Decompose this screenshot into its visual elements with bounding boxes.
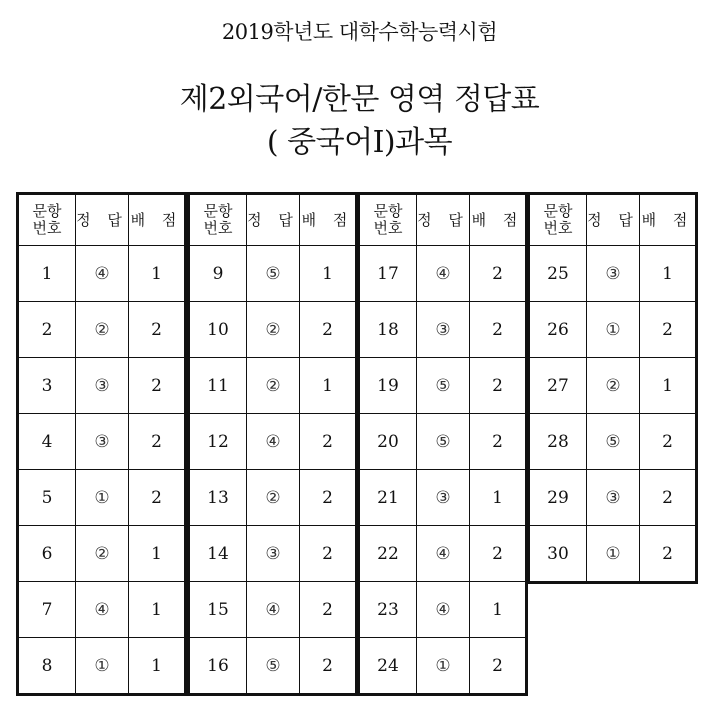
correct-answer: ①: [587, 526, 640, 583]
question-number: 6: [18, 526, 76, 582]
correct-answer: ⑤: [587, 414, 640, 470]
points-value: 2: [470, 246, 527, 302]
table-row: [189, 246, 357, 302]
exam-year-title: 2019학년도 대학수학능력시험: [221, 20, 498, 44]
header-number-line1: 문항: [373, 202, 403, 220]
table-row: [529, 246, 697, 302]
question-number: 5: [18, 470, 76, 526]
points-value: 2: [129, 302, 186, 358]
question-number: 13: [189, 470, 247, 526]
points-value: 2: [300, 414, 357, 470]
correct-answer: ④: [417, 582, 470, 638]
question-number: 16: [189, 638, 247, 695]
correct-answer: ②: [247, 358, 300, 414]
table-row: [359, 638, 527, 695]
points-value: 1: [129, 246, 186, 302]
header-question-number: [18, 194, 76, 246]
correct-answer: ②: [587, 358, 640, 414]
table-row: [529, 414, 697, 470]
question-number: 27: [529, 358, 587, 414]
correct-answer: ⑤: [417, 414, 470, 470]
table-row: [189, 526, 357, 582]
points-value: 2: [300, 638, 357, 695]
table-row: [18, 582, 186, 638]
question-number: 17: [359, 246, 417, 302]
section-title: 제2외국어/한문 영역 정답표: [179, 82, 540, 117]
correct-answer: ④: [76, 582, 129, 638]
correct-answer: ①: [76, 638, 129, 695]
question-number: 25: [529, 246, 587, 302]
points-value: 2: [300, 302, 357, 358]
points-value: 2: [470, 638, 527, 695]
points-value: 2: [470, 358, 527, 414]
question-number: 30: [529, 526, 587, 583]
correct-answer: ③: [247, 526, 300, 582]
table-row: [189, 358, 357, 414]
answer-block-4: [527, 192, 698, 584]
header-number-line2: 번호: [203, 219, 233, 237]
correct-answer: ③: [76, 414, 129, 470]
table-row: [18, 526, 186, 582]
correct-answer: ④: [417, 246, 470, 302]
correct-answer: ③: [417, 302, 470, 358]
points-value: 1: [129, 638, 186, 695]
table-row: [189, 470, 357, 526]
table-row: [18, 414, 186, 470]
question-number: 8: [18, 638, 76, 695]
header-question-number: [359, 194, 417, 246]
correct-answer: ②: [247, 470, 300, 526]
points-value: 1: [300, 358, 357, 414]
table-row: [189, 582, 357, 638]
header-points: 배 점: [300, 194, 357, 246]
question-number: 23: [359, 582, 417, 638]
table-row: [359, 358, 527, 414]
correct-answer: ②: [76, 302, 129, 358]
points-value: 2: [129, 414, 186, 470]
points-value: 2: [300, 526, 357, 582]
answer-block-3: [357, 192, 528, 696]
subject-title: ( 중국어Ⅰ)과목: [266, 125, 453, 160]
header-answer: 정 답: [417, 194, 470, 246]
points-value: 1: [129, 526, 186, 582]
table-row: [359, 246, 527, 302]
header-question-number: [189, 194, 247, 246]
header-number-line1: 문항: [32, 202, 62, 220]
table-row: [18, 302, 186, 358]
correct-answer: ⑤: [417, 358, 470, 414]
question-number: 18: [359, 302, 417, 358]
correct-answer: ①: [76, 470, 129, 526]
correct-answer: ⑤: [247, 638, 300, 695]
table-row: [529, 358, 697, 414]
answer-block-2: [187, 192, 358, 696]
question-number: 26: [529, 302, 587, 358]
points-value: 2: [470, 526, 527, 582]
question-number: 29: [529, 470, 587, 526]
header-number-line2: 번호: [543, 219, 573, 237]
correct-answer: ①: [587, 302, 640, 358]
points-value: 1: [640, 246, 697, 302]
table-row: [18, 246, 186, 302]
question-number: 4: [18, 414, 76, 470]
question-number: 15: [189, 582, 247, 638]
header-answer: 정 답: [76, 194, 129, 246]
points-value: 2: [470, 414, 527, 470]
correct-answer: ④: [247, 582, 300, 638]
correct-answer: ③: [417, 470, 470, 526]
table-row: [529, 526, 697, 583]
header-answer: 정 답: [587, 194, 640, 246]
answer-block-1: [16, 192, 187, 696]
question-number: 21: [359, 470, 417, 526]
question-number: 7: [18, 582, 76, 638]
header-row: [529, 194, 697, 246]
header-row: [359, 194, 527, 246]
correct-answer: ③: [587, 246, 640, 302]
correct-answer: ⑤: [247, 246, 300, 302]
header-row: [18, 194, 186, 246]
header-number-line2: 번호: [373, 219, 403, 237]
points-value: 2: [640, 414, 697, 470]
points-value: 2: [129, 470, 186, 526]
header-number-line1: 문항: [203, 202, 233, 220]
points-value: 2: [300, 582, 357, 638]
table-row: [189, 302, 357, 358]
question-number: 1: [18, 246, 76, 302]
question-number: 22: [359, 526, 417, 582]
correct-answer: ②: [247, 302, 300, 358]
points-value: 1: [470, 470, 527, 526]
points-value: 1: [470, 582, 527, 638]
header-question-number: [529, 194, 587, 246]
question-number: 20: [359, 414, 417, 470]
question-number: 14: [189, 526, 247, 582]
question-number: 19: [359, 358, 417, 414]
correct-answer: ④: [417, 526, 470, 582]
table-row: [18, 638, 186, 695]
table-row: [359, 414, 527, 470]
points-value: 2: [300, 470, 357, 526]
question-number: 10: [189, 302, 247, 358]
question-number: 12: [189, 414, 247, 470]
points-value: 2: [129, 358, 186, 414]
table-row: [189, 414, 357, 470]
question-number: 9: [189, 246, 247, 302]
correct-answer: ①: [417, 638, 470, 695]
header-row: [189, 194, 357, 246]
question-number: 2: [18, 302, 76, 358]
table-row: [18, 470, 186, 526]
table-row: [189, 638, 357, 695]
header-answer: 정 답: [247, 194, 300, 246]
correct-answer: ④: [247, 414, 300, 470]
header-number-line1: 문항: [543, 202, 573, 220]
table-row: [18, 358, 186, 414]
table-row: [359, 302, 527, 358]
header-points: 배 점: [470, 194, 527, 246]
correct-answer: ④: [76, 246, 129, 302]
question-number: 24: [359, 638, 417, 695]
points-value: 2: [640, 470, 697, 526]
table-row: [359, 526, 527, 582]
correct-answer: ②: [76, 526, 129, 582]
header-number-line2: 번호: [32, 219, 62, 237]
question-number: 28: [529, 414, 587, 470]
question-number: 11: [189, 358, 247, 414]
points-value: 1: [640, 358, 697, 414]
table-row: [529, 302, 697, 358]
points-value: 2: [470, 302, 527, 358]
table-row: [359, 582, 527, 638]
question-number: 3: [18, 358, 76, 414]
points-value: 2: [640, 526, 697, 583]
points-value: 1: [300, 246, 357, 302]
points-value: 2: [640, 302, 697, 358]
table-row: [529, 470, 697, 526]
points-value: 1: [129, 582, 186, 638]
table-row: [359, 470, 527, 526]
correct-answer: ③: [587, 470, 640, 526]
header-points: 배 점: [129, 194, 186, 246]
correct-answer: ③: [76, 358, 129, 414]
header-points: 배 점: [640, 194, 697, 246]
